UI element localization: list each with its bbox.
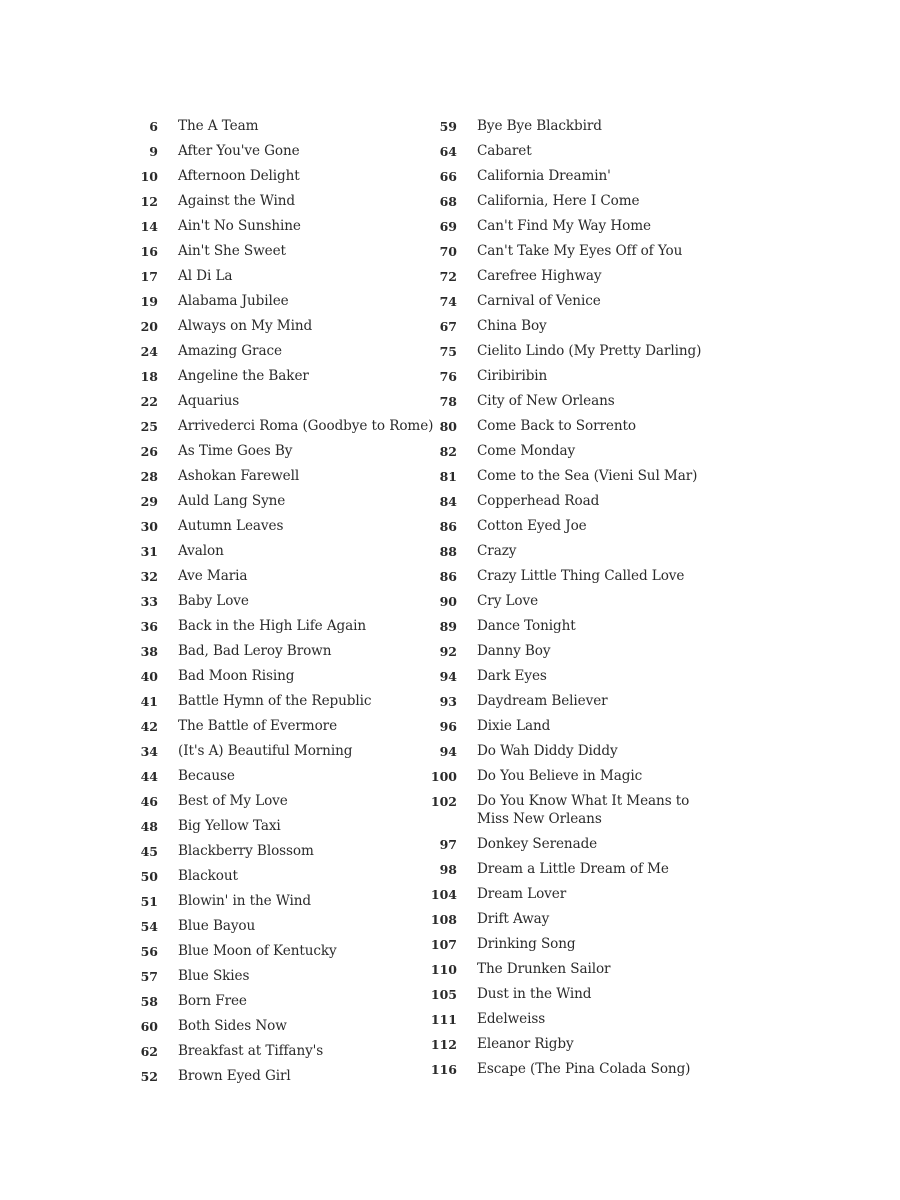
- contents-entry: [128, 792, 428, 817]
- song-title: Donkey Serenade: [477, 836, 598, 852]
- song-title: Battle Hymn of the Republic: [178, 693, 372, 709]
- song-title: Dream Lover: [477, 886, 567, 902]
- page-number: 92: [439, 644, 457, 659]
- song-title: Blackout: [178, 868, 238, 884]
- page-number: 86: [439, 569, 457, 584]
- contents-entry: [128, 392, 428, 417]
- song-title: Drift Away: [477, 911, 550, 927]
- song-title: Cotton Eyed Joe: [477, 518, 587, 534]
- song-title: The A Team: [178, 118, 259, 134]
- song-title: Born Free: [178, 993, 247, 1009]
- contents-entry: [128, 567, 428, 592]
- page-number: 56: [140, 944, 158, 959]
- contents-entry: [427, 910, 727, 935]
- song-title: Arrivederci Roma (Goodbye to Rome): [178, 418, 434, 434]
- song-title: Come Monday: [477, 443, 576, 459]
- song-title: Amazing Grace: [178, 343, 282, 359]
- page-number: 46: [140, 794, 158, 809]
- contents-entry: [128, 892, 428, 917]
- song-title: Ave Maria: [178, 568, 248, 584]
- page-number: 51: [140, 894, 158, 909]
- page-number: 74: [439, 294, 457, 309]
- contents-column-right: [427, 117, 727, 1085]
- contents-entry: [128, 292, 428, 317]
- song-title: Al Di La: [178, 268, 233, 284]
- page-number: 86: [439, 519, 457, 534]
- song-title: Dream a Little Dream of Me: [477, 861, 669, 877]
- page-number: 80: [439, 419, 457, 434]
- contents-entry: [427, 517, 727, 542]
- page-number: 107: [430, 937, 457, 952]
- contents-entry: [427, 767, 727, 792]
- song-title: The Battle of Evermore: [178, 718, 338, 734]
- song-title: Can't Take My Eyes Off of You: [477, 243, 683, 259]
- song-title: Come Back to Sorrento: [477, 418, 636, 434]
- contents-entry: [128, 592, 428, 617]
- page-number: 70: [439, 244, 457, 259]
- contents-entry: [427, 1035, 727, 1060]
- song-title: Escape (The Pina Colada Song): [477, 1061, 691, 1077]
- contents-entry: [427, 667, 727, 692]
- contents-entry: [427, 617, 727, 642]
- page-number: 38: [140, 644, 158, 659]
- page-number: 72: [439, 269, 457, 284]
- song-title: Crazy Little Thing Called Love: [477, 568, 685, 584]
- song-title: [477, 792, 689, 828]
- page-number: 112: [430, 1037, 457, 1052]
- page-number: 31: [140, 544, 158, 559]
- contents-entry: [128, 142, 428, 167]
- page-number: 75: [439, 344, 457, 359]
- song-title: Dark Eyes: [477, 668, 547, 684]
- song-title: Baby Love: [178, 593, 249, 609]
- page-number: 44: [140, 769, 158, 784]
- page-number: 82: [439, 444, 457, 459]
- page-number: 48: [140, 819, 158, 834]
- contents-entry: [427, 717, 727, 742]
- song-title: Dixie Land: [477, 718, 551, 734]
- contents-entry: [427, 860, 727, 885]
- song-title: Edelweiss: [477, 1011, 546, 1027]
- page-number: 116: [430, 1062, 457, 1077]
- contents-entry: [427, 885, 727, 910]
- page-number: 9: [149, 144, 158, 159]
- contents-entry: [128, 742, 428, 767]
- contents-entry: [128, 1042, 428, 1067]
- song-title: Always on My Mind: [178, 318, 313, 334]
- song-title: Daydream Believer: [477, 693, 608, 709]
- contents-entry: [128, 117, 428, 142]
- page-number: 98: [439, 862, 457, 877]
- page-number: 89: [439, 619, 457, 634]
- page-number: 93: [439, 694, 457, 709]
- song-title: Bad Moon Rising: [178, 668, 295, 684]
- page-number: 67: [439, 319, 457, 334]
- contents-entry: [128, 717, 428, 742]
- contents-entry: [427, 417, 727, 442]
- page-number: 18: [140, 369, 158, 384]
- contents-entry: [128, 992, 428, 1017]
- song-title: Blue Moon of Kentucky: [178, 943, 337, 959]
- contents-entry: [128, 1067, 428, 1092]
- page-number: 16: [140, 244, 158, 259]
- page-number: 108: [430, 912, 457, 927]
- contents-entry: [427, 117, 727, 142]
- contents-entry: [427, 567, 727, 592]
- contents-entry: [128, 942, 428, 967]
- contents-entry: [427, 267, 727, 292]
- contents-column-left: [128, 117, 434, 1092]
- song-title-line: Miss New Orleans: [477, 811, 602, 827]
- contents-entry: [128, 367, 428, 392]
- contents-entry: [128, 442, 428, 467]
- song-title: Come to the Sea (Vieni Sul Mar): [477, 468, 698, 484]
- contents-entry: [427, 392, 727, 417]
- song-title: Dust in the Wind: [477, 986, 592, 1002]
- song-title: Dance Tonight: [477, 618, 576, 634]
- page-number: 22: [140, 394, 158, 409]
- contents-entry: [128, 967, 428, 992]
- contents-entry: [128, 642, 428, 667]
- song-title: Because: [178, 768, 235, 784]
- contents-entry: [427, 542, 727, 567]
- contents-entry: [427, 935, 727, 960]
- contents-entry: [427, 692, 727, 717]
- song-title: Ciribiribin: [477, 368, 548, 384]
- contents-entry: [128, 867, 428, 892]
- song-title: California Dreamin': [477, 168, 611, 184]
- contents-entry: [128, 267, 428, 292]
- song-title: City of New Orleans: [477, 393, 615, 409]
- page-number: 52: [140, 1069, 158, 1084]
- page-number: 25: [140, 419, 158, 434]
- song-title: Avalon: [178, 543, 224, 559]
- page-number: 104: [430, 887, 457, 902]
- contents-entry: [427, 492, 727, 517]
- page-number: 81: [439, 469, 457, 484]
- contents-entry: [128, 767, 428, 792]
- contents-entry: [128, 517, 428, 542]
- contents-entry: [128, 817, 428, 842]
- song-title: Against the Wind: [178, 193, 296, 209]
- song-title: Ain't No Sunshine: [178, 218, 301, 234]
- contents-entry: [128, 617, 428, 642]
- contents-entry: [427, 442, 727, 467]
- page-number: 64: [439, 144, 457, 159]
- song-title: Auld Lang Syne: [178, 493, 286, 509]
- song-title: Angeline the Baker: [178, 368, 309, 384]
- contents-entry: [427, 192, 727, 217]
- page-number: 68: [439, 194, 457, 209]
- page-number: 19: [140, 294, 158, 309]
- song-title: Do You Believe in Magic: [477, 768, 643, 784]
- page-number: 17: [140, 269, 158, 284]
- contents-entry: [128, 542, 428, 567]
- page-number: 57: [140, 969, 158, 984]
- song-title: Blackberry Blossom: [178, 843, 314, 859]
- contents-entry: [128, 842, 428, 867]
- contents-entry: [427, 242, 727, 267]
- page-number: 41: [140, 694, 158, 709]
- song-title: After You've Gone: [178, 143, 300, 159]
- page-number: 59: [439, 119, 457, 134]
- contents-entry: [427, 1060, 727, 1085]
- page-number: 58: [140, 994, 158, 1009]
- song-title: Autumn Leaves: [178, 518, 284, 534]
- song-title: Cielito Lindo (My Pretty Darling): [477, 343, 702, 359]
- song-title: Blue Bayou: [178, 918, 256, 934]
- song-title: Breakfast at Tiffany's: [178, 1043, 324, 1059]
- song-title: The Drunken Sailor: [477, 961, 611, 977]
- page-number: 94: [439, 744, 457, 759]
- contents-entry: [128, 1017, 428, 1042]
- page-number: 50: [140, 869, 158, 884]
- contents-entry: [128, 417, 434, 442]
- page-number: 32: [140, 569, 158, 584]
- song-title: Cry Love: [477, 593, 539, 609]
- page-number: 45: [140, 844, 158, 859]
- page-number: 62: [140, 1044, 158, 1059]
- song-title: Best of My Love: [178, 793, 288, 809]
- contents-entry: [427, 960, 727, 985]
- page-number: 33: [140, 594, 158, 609]
- page-number: 76: [439, 369, 457, 384]
- contents-entry: [128, 467, 428, 492]
- contents-entry: [427, 642, 727, 667]
- page-number: 97: [439, 837, 457, 852]
- contents-entry: [427, 792, 727, 835]
- contents-entry: [427, 1010, 727, 1035]
- page-number: 78: [439, 394, 457, 409]
- song-title: Copperhead Road: [477, 493, 600, 509]
- page-number: 28: [140, 469, 158, 484]
- song-title: Blue Skies: [178, 968, 250, 984]
- contents-entry: [427, 217, 727, 242]
- contents-entry: [128, 492, 428, 517]
- song-title: Bad, Bad Leroy Brown: [178, 643, 332, 659]
- song-title: Ashokan Farewell: [178, 468, 300, 484]
- song-title: As Time Goes By: [178, 443, 293, 459]
- contents-entry: [427, 317, 727, 342]
- contents-entry: [128, 342, 428, 367]
- contents-entry: [427, 835, 727, 860]
- contents-entry: [128, 692, 428, 717]
- page-number: 26: [140, 444, 158, 459]
- page-number: 100: [430, 769, 457, 784]
- contents-entry: [427, 592, 727, 617]
- page-number: 102: [430, 794, 457, 809]
- page-number: 36: [140, 619, 158, 634]
- page-number: 88: [439, 544, 457, 559]
- song-title: Blowin' in the Wind: [178, 893, 311, 909]
- page-number: 40: [140, 669, 158, 684]
- page-number: 6: [149, 119, 158, 134]
- contents-entry: [128, 167, 428, 192]
- song-title: Cabaret: [477, 143, 532, 159]
- contents-entry: [128, 917, 428, 942]
- page-number: 84: [439, 494, 457, 509]
- song-title: Do Wah Diddy Diddy: [477, 743, 618, 759]
- contents-entry: [128, 667, 428, 692]
- contents-entry: [427, 985, 727, 1010]
- page-number: 34: [140, 744, 158, 759]
- song-title: Eleanor Rigby: [477, 1036, 574, 1052]
- page-number: 110: [430, 962, 457, 977]
- song-title: China Boy: [477, 318, 547, 334]
- page-number: 54: [140, 919, 158, 934]
- page-number: 24: [140, 344, 158, 359]
- contents-entry: [128, 317, 428, 342]
- page-number: 60: [140, 1019, 158, 1034]
- contents-entry: [427, 142, 727, 167]
- song-title-line: Do You Know What It Means to: [477, 793, 690, 809]
- song-title: Drinking Song: [477, 936, 576, 952]
- page-number: 42: [140, 719, 158, 734]
- page-number: 29: [140, 494, 158, 509]
- song-title: Bye Bye Blackbird: [477, 118, 602, 134]
- song-title: Aquarius: [178, 393, 240, 409]
- page-number: 20: [140, 319, 158, 334]
- page-number: 96: [439, 719, 457, 734]
- song-title: Crazy: [477, 543, 517, 559]
- song-title: Carnival of Venice: [477, 293, 601, 309]
- page-number: 12: [140, 194, 158, 209]
- song-title: Ain't She Sweet: [178, 243, 286, 259]
- page-number: 14: [140, 219, 158, 234]
- page-number: 10: [140, 169, 158, 184]
- song-title: Afternoon Delight: [178, 168, 300, 184]
- contents-entry: [128, 217, 428, 242]
- page-number: 66: [439, 169, 457, 184]
- song-title: Back in the High Life Again: [178, 618, 367, 634]
- contents-entry: [128, 192, 428, 217]
- song-title: Big Yellow Taxi: [178, 818, 281, 834]
- contents-entry: [427, 167, 727, 192]
- contents-entry: [427, 742, 727, 767]
- contents-entry: [427, 292, 727, 317]
- page-number: 90: [439, 594, 457, 609]
- page-number: 111: [430, 1012, 457, 1027]
- page-number: 94: [439, 669, 457, 684]
- song-title: Alabama Jubilee: [178, 293, 289, 309]
- song-title: Carefree Highway: [477, 268, 602, 284]
- song-title: (It's A) Beautiful Morning: [178, 743, 353, 759]
- page-number: 105: [430, 987, 457, 1002]
- contents-entry: [427, 367, 727, 392]
- page-number: 30: [140, 519, 158, 534]
- contents-entry: [128, 242, 428, 267]
- song-title: Brown Eyed Girl: [178, 1068, 291, 1084]
- page-number: 69: [439, 219, 457, 234]
- song-title: Both Sides Now: [178, 1018, 287, 1034]
- song-title: Can't Find My Way Home: [477, 218, 651, 234]
- contents-entry: [427, 467, 727, 492]
- contents-entry: [427, 342, 727, 367]
- song-title: Danny Boy: [477, 643, 551, 659]
- song-title: California, Here I Come: [477, 193, 640, 209]
